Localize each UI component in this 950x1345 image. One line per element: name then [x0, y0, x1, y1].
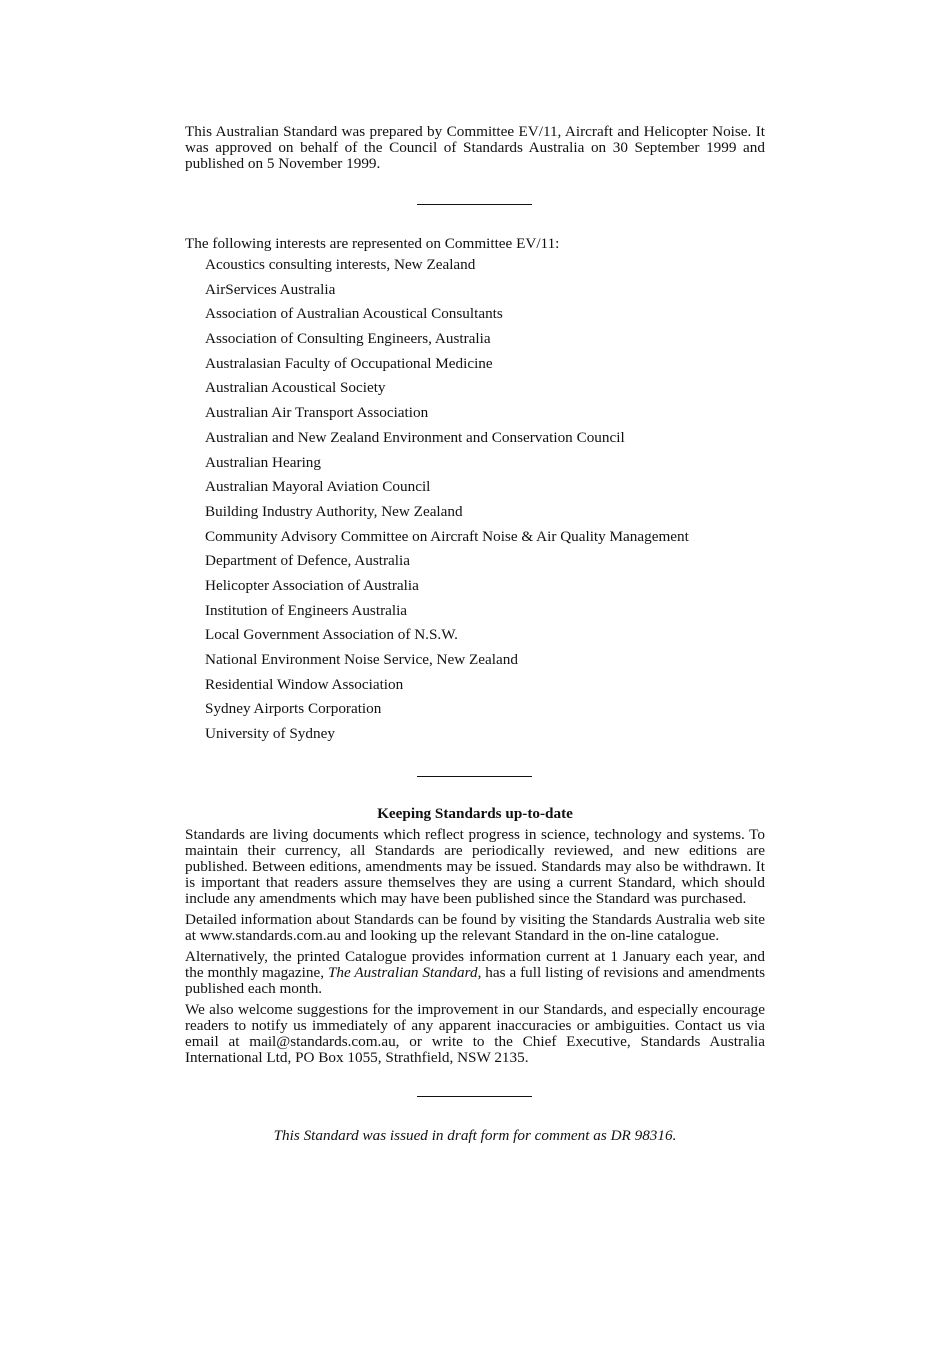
section-divider [417, 776, 532, 777]
list-item: Australian Air Transport Association [205, 404, 429, 422]
paragraph-text: Alternatively, the printed Catalogue provides information current at 1 January each year, and the monthly magazine, [185, 947, 765, 981]
list-item: Association of Consulting Engineers, Australia [205, 330, 491, 348]
keeping-paragraph-2: Detailed information about Standards can be found by visiting the Standards Australia web site at www.standards.com.au and looking up the relevant Standard in the on-line catalogue. [185, 910, 765, 944]
list-item: Institution of Engineers Australia [205, 601, 408, 619]
list-item: Local Government Association of N.S.W. [205, 626, 458, 644]
keeping-paragraph-1: Standards are living documents which reflect progress in science, technology and systems. To maintain their currency, all Standards are periodically reviewed, and new editions are published. Between editions, amendments may be issued. Standards may also be withdrawn. It is important that readers assure themselves they are using a current Standard, which should include any amendments which may have been published since the Standard was purchased. [185, 825, 765, 907]
keeping-paragraph-3 [185, 949, 765, 997]
list-item: Department of Defence, Australia [205, 552, 410, 570]
list-item: National Environment Noise Service, New Zealand [205, 651, 518, 668]
list-item: Helicopter Association of Australia [205, 576, 419, 594]
list-item: AirServices Australia [205, 280, 336, 298]
list-item: Australian Acoustical Society [205, 379, 386, 397]
list-item: Building Industry Authority, New Zealand [205, 502, 463, 520]
interests-list [185, 253, 765, 747]
document-page [185, 124, 765, 1160]
interests-intro: The following interests are represented on Committee EV/11: [185, 235, 560, 252]
list-item: Community Advisory Committee on Aircraft Noise & Air Quality Management [205, 527, 689, 545]
list-item: University of Sydney [205, 725, 335, 743]
list-item: Australian Mayoral Aviation Council [205, 478, 431, 496]
list-item: Sydney Airports Corporation [205, 700, 382, 718]
keeping-paragraph-4: We also welcome suggestions for the improvement in our Standards, and especially encourage readers to notify us immediately of any apparent inaccuracies or ambiguities. Contact us via email at mail@standards.com.au, or write to the Chief Executive, Standards Australia International Ltd, PO Box 1055, Strathfield, NSW 2135. [185, 1000, 765, 1066]
paragraph-text: , has a full listing of revisions and amendments published each month. [185, 963, 765, 997]
list-item: Australian and New Zealand Environment and Conservation Council [205, 428, 625, 446]
list-item: Australasian Faculty of Occupational Medicine [205, 354, 493, 372]
section-divider [417, 1096, 532, 1097]
section-divider [417, 204, 532, 205]
list-item: Australian Hearing [205, 453, 321, 471]
magazine-title: The Australian Standard [327, 963, 478, 981]
section-heading: Keeping Standards up-to-date [377, 804, 573, 822]
list-item: Association of Australian Acoustical Consultants [205, 305, 503, 323]
draft-note: This Standard was issued in draft form for comment as DR 98316. [273, 1126, 677, 1144]
list-item: Acoustics consulting interests, New Zealand [205, 256, 476, 273]
list-item: Residential Window Association [205, 675, 404, 693]
intro-paragraph: This Australian Standard was prepared by Committee EV/11, Aircraft and Helicopter Noise. It was approved on behalf of the Council of Standards Australia on 30 September 1999 and published on 5 November 1999. [185, 123, 765, 172]
